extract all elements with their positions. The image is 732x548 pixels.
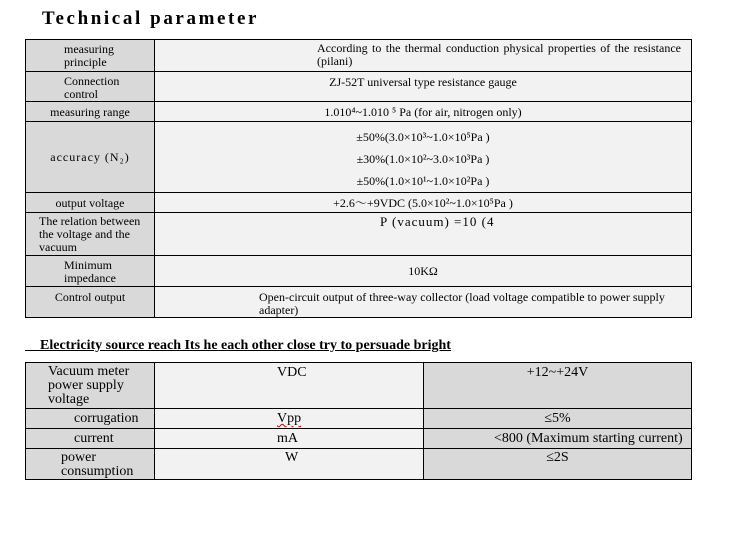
- param-value-text: +2.6～+9VDC (5.0×10²~1.0×10⁵Pa ): [333, 196, 513, 210]
- param-value: [155, 193, 692, 213]
- power-name: [26, 429, 155, 449]
- power-value: [424, 409, 692, 429]
- param-label: [26, 287, 155, 318]
- power-unit: [155, 409, 424, 429]
- table-row: [26, 287, 692, 318]
- param-label: [26, 213, 155, 256]
- param-label-text: output voltage: [55, 196, 125, 210]
- power-section-title: Electricity source reach Its he each other close try to persuade bright: [40, 338, 451, 353]
- param-label-text: Minimum impedance: [64, 258, 116, 285]
- power-unit: [155, 429, 424, 449]
- power-unit-text: Vpp: [277, 411, 302, 426]
- param-label-text: The relation between the voltage and the vacuum: [39, 214, 141, 254]
- table-row: [26, 213, 692, 256]
- power-name: [26, 449, 155, 480]
- param-label: [26, 72, 155, 102]
- technical-parameter-table: [25, 39, 692, 318]
- power-value-text: <800 (Maximum starting current): [494, 431, 683, 446]
- param-label-text: accuracy (N₂): [50, 149, 130, 164]
- power-unit-text: mA: [277, 431, 298, 446]
- param-label: [26, 256, 155, 287]
- power-supply-table: [25, 362, 692, 480]
- table-row: [26, 429, 692, 449]
- param-value-text: ZJ-52T universal type resistance gauge: [329, 75, 517, 89]
- param-label: [26, 193, 155, 213]
- accuracy-range-2: ±30%(1.0×10²~3.0×10³Pa ): [356, 152, 490, 166]
- power-value-text: ≤5%: [544, 411, 571, 426]
- table-row: [26, 256, 692, 287]
- param-value-text: According to the thermal conduction physical properties of the resistance (pilani): [317, 41, 681, 68]
- power-name: [26, 363, 155, 409]
- param-label: [26, 122, 155, 193]
- power-unit-text: VDC: [277, 365, 307, 380]
- power-value: [424, 449, 692, 480]
- param-value-text: 10KΩ: [408, 263, 438, 278]
- table-row: [26, 40, 692, 72]
- param-value-text: 1.010⁴~1.010 ⁵ Pa (for air, nitrogen only): [324, 105, 522, 119]
- table-row: [26, 193, 692, 213]
- table-row: [26, 102, 692, 122]
- accuracy-range-1: ±50%(3.0×10³~1.0×10⁵Pa ): [356, 130, 490, 144]
- param-label-text: measuring principle: [64, 42, 114, 69]
- param-value: [155, 122, 692, 193]
- param-value: [155, 256, 692, 287]
- power-name-text: corrugation: [74, 411, 139, 426]
- param-value: [155, 40, 692, 72]
- section-underline-lead: [25, 350, 40, 351]
- table-row: [26, 363, 692, 409]
- param-label-text: Connection control: [64, 74, 120, 101]
- power-value: [424, 429, 692, 449]
- table-row: [26, 122, 692, 193]
- accuracy-range-3: ±50%(1.0×10¹~1.0×10²Pa ): [356, 174, 490, 188]
- param-label: [26, 102, 155, 122]
- power-unit-text: W: [285, 450, 299, 465]
- page-title: Technical parameter: [42, 8, 260, 29]
- power-name: [26, 409, 155, 429]
- param-value: [155, 72, 692, 102]
- power-name-text: current: [74, 431, 114, 446]
- table-row: [26, 449, 692, 480]
- power-value-text: +12~+24V: [526, 365, 589, 380]
- table-row: [26, 72, 692, 102]
- param-value: [155, 102, 692, 122]
- power-name-text: power consumption: [61, 450, 134, 479]
- param-value: [155, 213, 692, 256]
- param-value-text: Open-circuit output of three-way collector (load voltage compatible to power supply adapter): [259, 290, 665, 317]
- param-label-text: measuring range: [50, 105, 130, 119]
- table-row: [26, 409, 692, 429]
- param-value: [155, 287, 692, 318]
- power-value-text: ≤2S: [546, 450, 569, 465]
- param-value-text: P (vacuum) =10 (4: [380, 214, 495, 229]
- power-unit: [155, 363, 424, 409]
- param-label-text: Control output: [54, 290, 126, 304]
- power-value: [424, 363, 692, 409]
- power-name-text: Vacuum meter power supply voltage: [48, 364, 130, 407]
- param-label: [26, 40, 155, 72]
- power-unit: [155, 449, 424, 480]
